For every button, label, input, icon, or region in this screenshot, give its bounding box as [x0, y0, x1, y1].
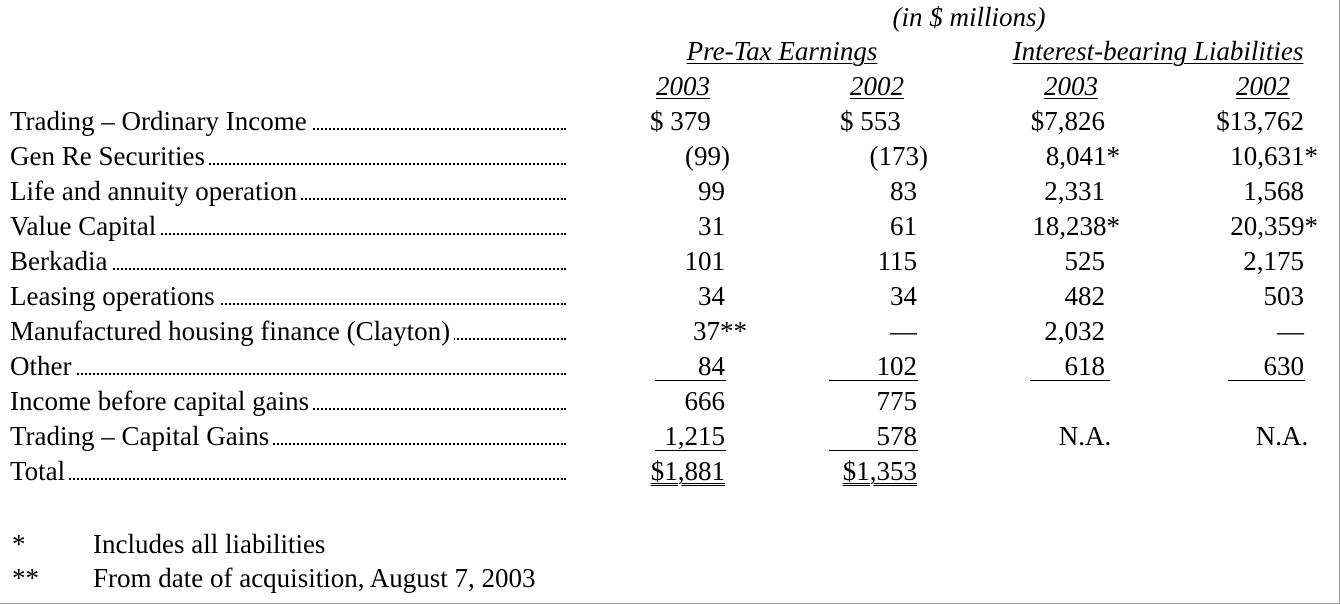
row-label: Gen Re Securities	[10, 139, 566, 173]
subtotal-rule	[829, 380, 918, 381]
row-label: Berkadia	[10, 244, 566, 278]
year-header-pretax-2002: 2002	[850, 71, 904, 101]
row-label: Value Capital	[10, 209, 566, 243]
cell-liabilities-2002: 2,175	[1243, 246, 1304, 276]
cell-pretax-2002: 83	[890, 176, 917, 206]
row-label: Total	[10, 454, 566, 488]
cell-liabilities-2002: $13,762	[1216, 106, 1304, 136]
cell-pretax-2003: 34	[698, 281, 725, 311]
subtotal-rule	[655, 450, 726, 451]
row-label: Trading – Capital Gains	[10, 419, 566, 453]
cell-liabilities-2003: 2,032	[1044, 316, 1105, 346]
cell-liabilities-2002: 630	[1263, 351, 1304, 381]
cell-pretax-2002: 61	[890, 211, 917, 241]
cell-liabilities-2002: 1,568	[1243, 176, 1304, 206]
footnote-text: Includes all liabilities	[93, 529, 326, 559]
footnote-mark: **	[12, 563, 39, 593]
cell-liabilities-2002: 10,631*	[1230, 141, 1318, 171]
subtotal-rule	[1030, 380, 1110, 381]
subtotal-rule	[829, 450, 918, 451]
cell-liabilities-2003: N.A.	[1058, 421, 1112, 451]
cell-liabilities-2003: 2,331	[1044, 176, 1105, 206]
subtotal-rule	[655, 380, 726, 381]
cell-pretax-2002: 578	[876, 421, 917, 451]
year-header-pretax-2003: 2003	[656, 71, 710, 101]
footnote-mark: *	[12, 529, 26, 559]
cell-pretax-2003: 101	[684, 246, 725, 276]
row-label: Trading – Ordinary Income	[10, 104, 566, 138]
cell-pretax-2003: 1,215	[664, 421, 725, 451]
pretax-earnings-heading: Pre-Tax Earnings	[686, 36, 878, 66]
cell-liabilities-2003: 525	[1064, 246, 1105, 276]
year-header-liabilities-2002: 2002	[1236, 71, 1290, 101]
cell-liabilities-2002: 20,359*	[1230, 211, 1318, 241]
cell-liabilities-2003: 618	[1064, 351, 1105, 381]
cell-pretax-2002: $ 553	[840, 106, 901, 136]
row-label: Leasing operations	[10, 279, 566, 313]
subtotal-rule	[1228, 380, 1305, 381]
year-header-liabilities-2003: 2003	[1044, 71, 1098, 101]
cell-liabilities-2002: —	[1277, 316, 1304, 346]
cell-pretax-2003: $ 379	[650, 106, 711, 136]
cell-pretax-2003-total: $1,881	[650, 456, 725, 486]
cell-pretax-2003: 37**	[693, 316, 747, 346]
cell-pretax-2003: 99	[698, 176, 725, 206]
cell-liabilities-2003: 8,041*	[1045, 141, 1120, 171]
cell-pretax-2003: 84	[698, 351, 725, 381]
cell-pretax-2003: (99)	[685, 141, 730, 171]
cell-liabilities-2003: 482	[1064, 281, 1105, 311]
cell-pretax-2002-total: $1,353	[842, 456, 917, 486]
row-label: Life and annuity operation	[10, 174, 566, 208]
cell-pretax-2003: 31	[698, 211, 725, 241]
row-label: Income before capital gains	[10, 384, 566, 418]
cell-pretax-2002: 102	[876, 351, 917, 381]
footnote-text: From date of acquisition, August 7, 2003	[93, 563, 536, 593]
row-label: Manufactured housing finance (Clayton)	[10, 314, 566, 348]
cell-liabilities-2002: N.A.	[1255, 421, 1309, 451]
cell-pretax-2002: 34	[890, 281, 917, 311]
cell-liabilities-2003: 18,238*	[1032, 211, 1120, 241]
units-caption: (in $ millions)	[892, 2, 1046, 32]
row-label: Other	[10, 349, 566, 383]
cell-pretax-2002: 775	[876, 386, 917, 416]
cell-liabilities-2002: 503	[1263, 281, 1304, 311]
cell-pretax-2002: —	[890, 316, 917, 346]
cell-pretax-2002: 115	[877, 246, 917, 276]
cell-liabilities-2003: $7,826	[1030, 106, 1105, 136]
cell-pretax-2003: 666	[684, 386, 725, 416]
interest-bearing-liabilities-heading: Interest-bearing Liabilities	[1012, 36, 1304, 66]
cell-pretax-2002: (173)	[869, 141, 928, 171]
